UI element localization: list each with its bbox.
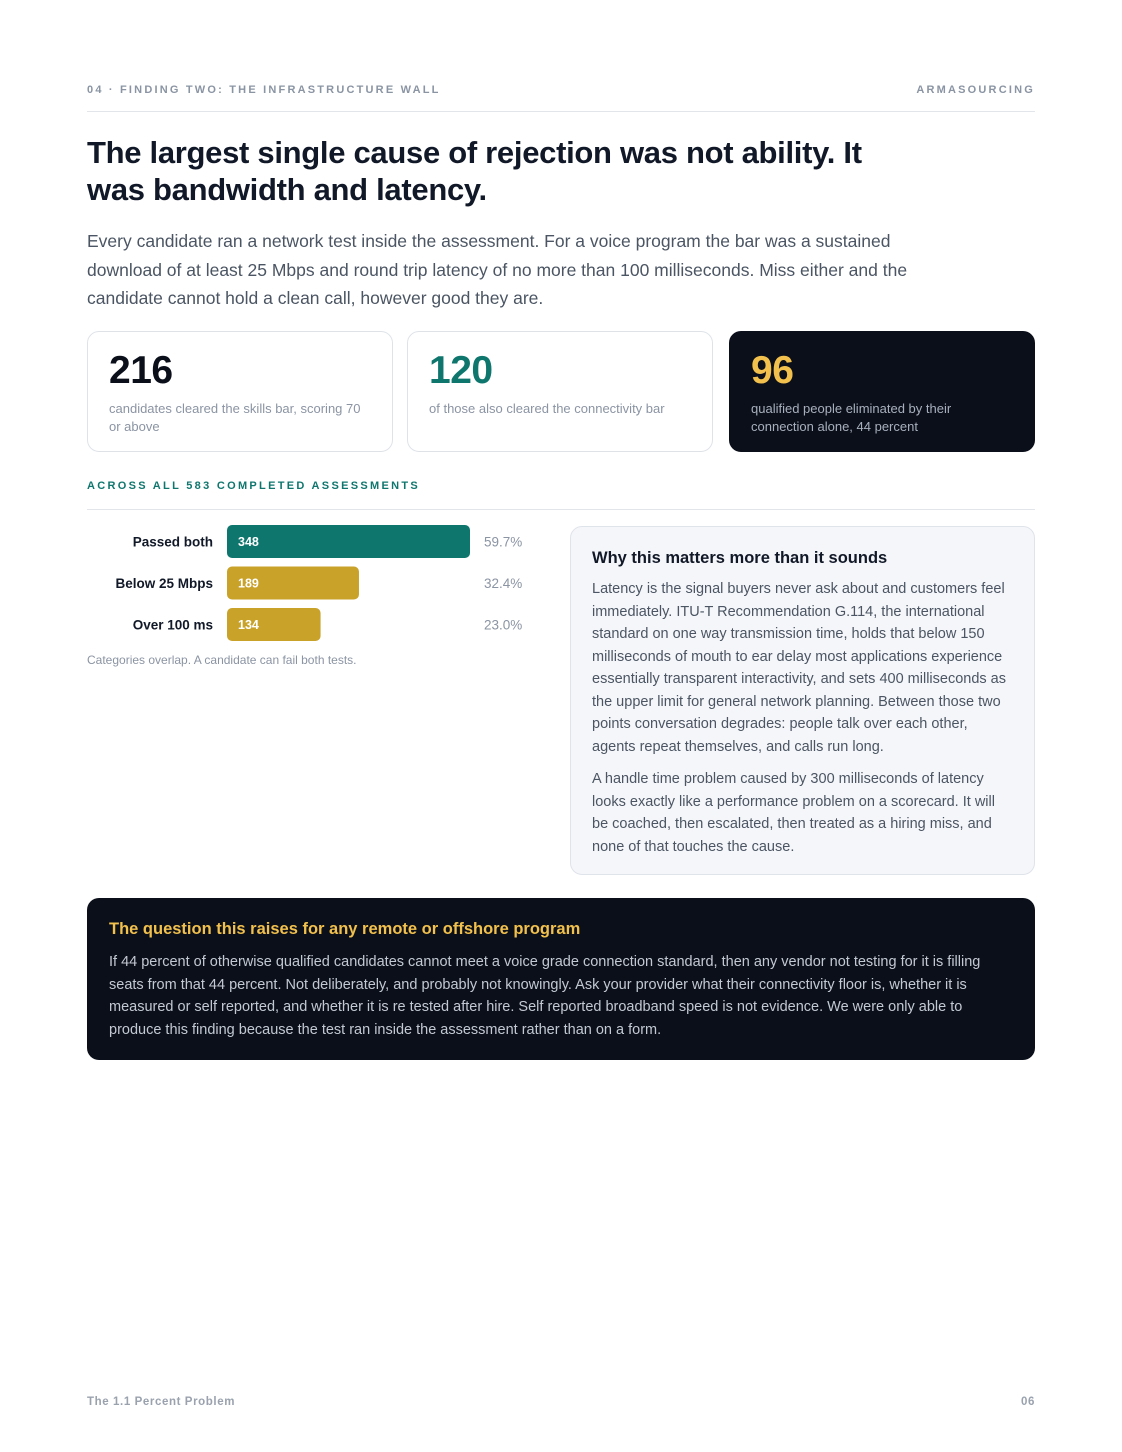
stat-card-eliminated <box>729 331 1035 452</box>
stat-value: 120 <box>429 349 493 392</box>
card-paragraph: Latency is the signal buyers never ask about and customers feel immediately. ITU-T Recommendation G.114, the international standard on one way transmission time, holds that below 150 milliseconds of mouth to ear delay most applications experience essentially transparent interactivity, and sets 400 milliseconds as the upper limit for general network planning. Between those two points conversation degrades: people talk over each other, agents repeat themselves, and calls run long. <box>592 581 1006 755</box>
bar-category-label: Over 100 ms <box>132 617 213 633</box>
question-callout <box>87 898 1035 1060</box>
stat-card-skills <box>87 331 393 452</box>
brand-name: ARMASOURCING <box>916 84 1035 96</box>
page-number: 06 <box>1021 1396 1035 1408</box>
stat-cards <box>87 331 1035 452</box>
section-divider <box>87 509 1035 510</box>
header-divider <box>87 111 1035 112</box>
stat-description: qualified people eliminated by their connection alone, 44 percent <box>751 401 952 434</box>
why-it-matters-card <box>570 526 1035 875</box>
bar-percent-label: 32.4% <box>484 576 523 591</box>
stat-card-connectivity <box>407 331 713 452</box>
bar-value-label: 189 <box>238 576 259 591</box>
bar-category-label: Below 25 Mbps <box>115 576 213 591</box>
report-page <box>87 0 1035 1452</box>
callout-body: If 44 percent of otherwise qualified candidates cannot meet a voice grade connection standard, then any vendor not testing for it is filling seats from that 44 percent. Not deliberately, and probably not knowingly. Ask your provider what their connectivity floor is, whether it is measured or self reported, and whether it is re tested after hire. Self reported broadband speed is not evidence. We were only able to produce this finding because the test ran inside the assessment rather than on a form. <box>109 954 981 1038</box>
stat-value: 96 <box>751 349 794 392</box>
callout-title: The question this raises for any remote or offshore program <box>109 920 581 938</box>
bar-value-label: 348 <box>238 535 259 549</box>
chart-section-label: ACROSS ALL 583 COMPLETED ASSESSMENTS <box>87 480 420 492</box>
bar <box>227 525 470 558</box>
page-header <box>87 84 1035 96</box>
bar-percent-label: 23.0% <box>484 617 523 633</box>
card-paragraph: A handle time problem caused by 300 milliseconds of latency looks exactly like a performance problem on a scorecard. It will be coached, then escalated, then treated as a hiring miss, and none of that touches the cause. <box>592 771 995 855</box>
page-footer <box>87 1396 1035 1408</box>
chart-footnote: Categories overlap. A candidate can fail both tests. <box>87 653 357 667</box>
page-title: The largest single cause of rejection was not ability. It was bandwidth and latency. <box>87 135 862 207</box>
footer-doc-title: The 1.1 Percent Problem <box>87 1396 236 1408</box>
bar-category-label: Passed both <box>132 534 213 550</box>
section-breadcrumb: 04 · FINDING TWO: THE INFRASTRUCTURE WALL <box>87 84 441 96</box>
bar-chart-svg <box>87 525 547 645</box>
intro-paragraph: Every candidate ran a network test inside the assessment. For a voice program the bar was a sustained download of at least 25 Mbps and round trip latency of no more than 100 milliseconds. Miss either and the candidate cannot hold a clean call, however good they are. <box>87 231 908 308</box>
stat-description: candidates cleared the skills bar, scoring 70 or above <box>109 401 361 434</box>
stat-description: of those also cleared the connectivity bar <box>429 401 665 416</box>
card-title: Why this matters more than it sounds <box>592 549 888 567</box>
bar-value-label: 134 <box>238 618 259 632</box>
stat-value: 216 <box>109 349 173 392</box>
bar-percent-label: 59.7% <box>484 534 523 550</box>
